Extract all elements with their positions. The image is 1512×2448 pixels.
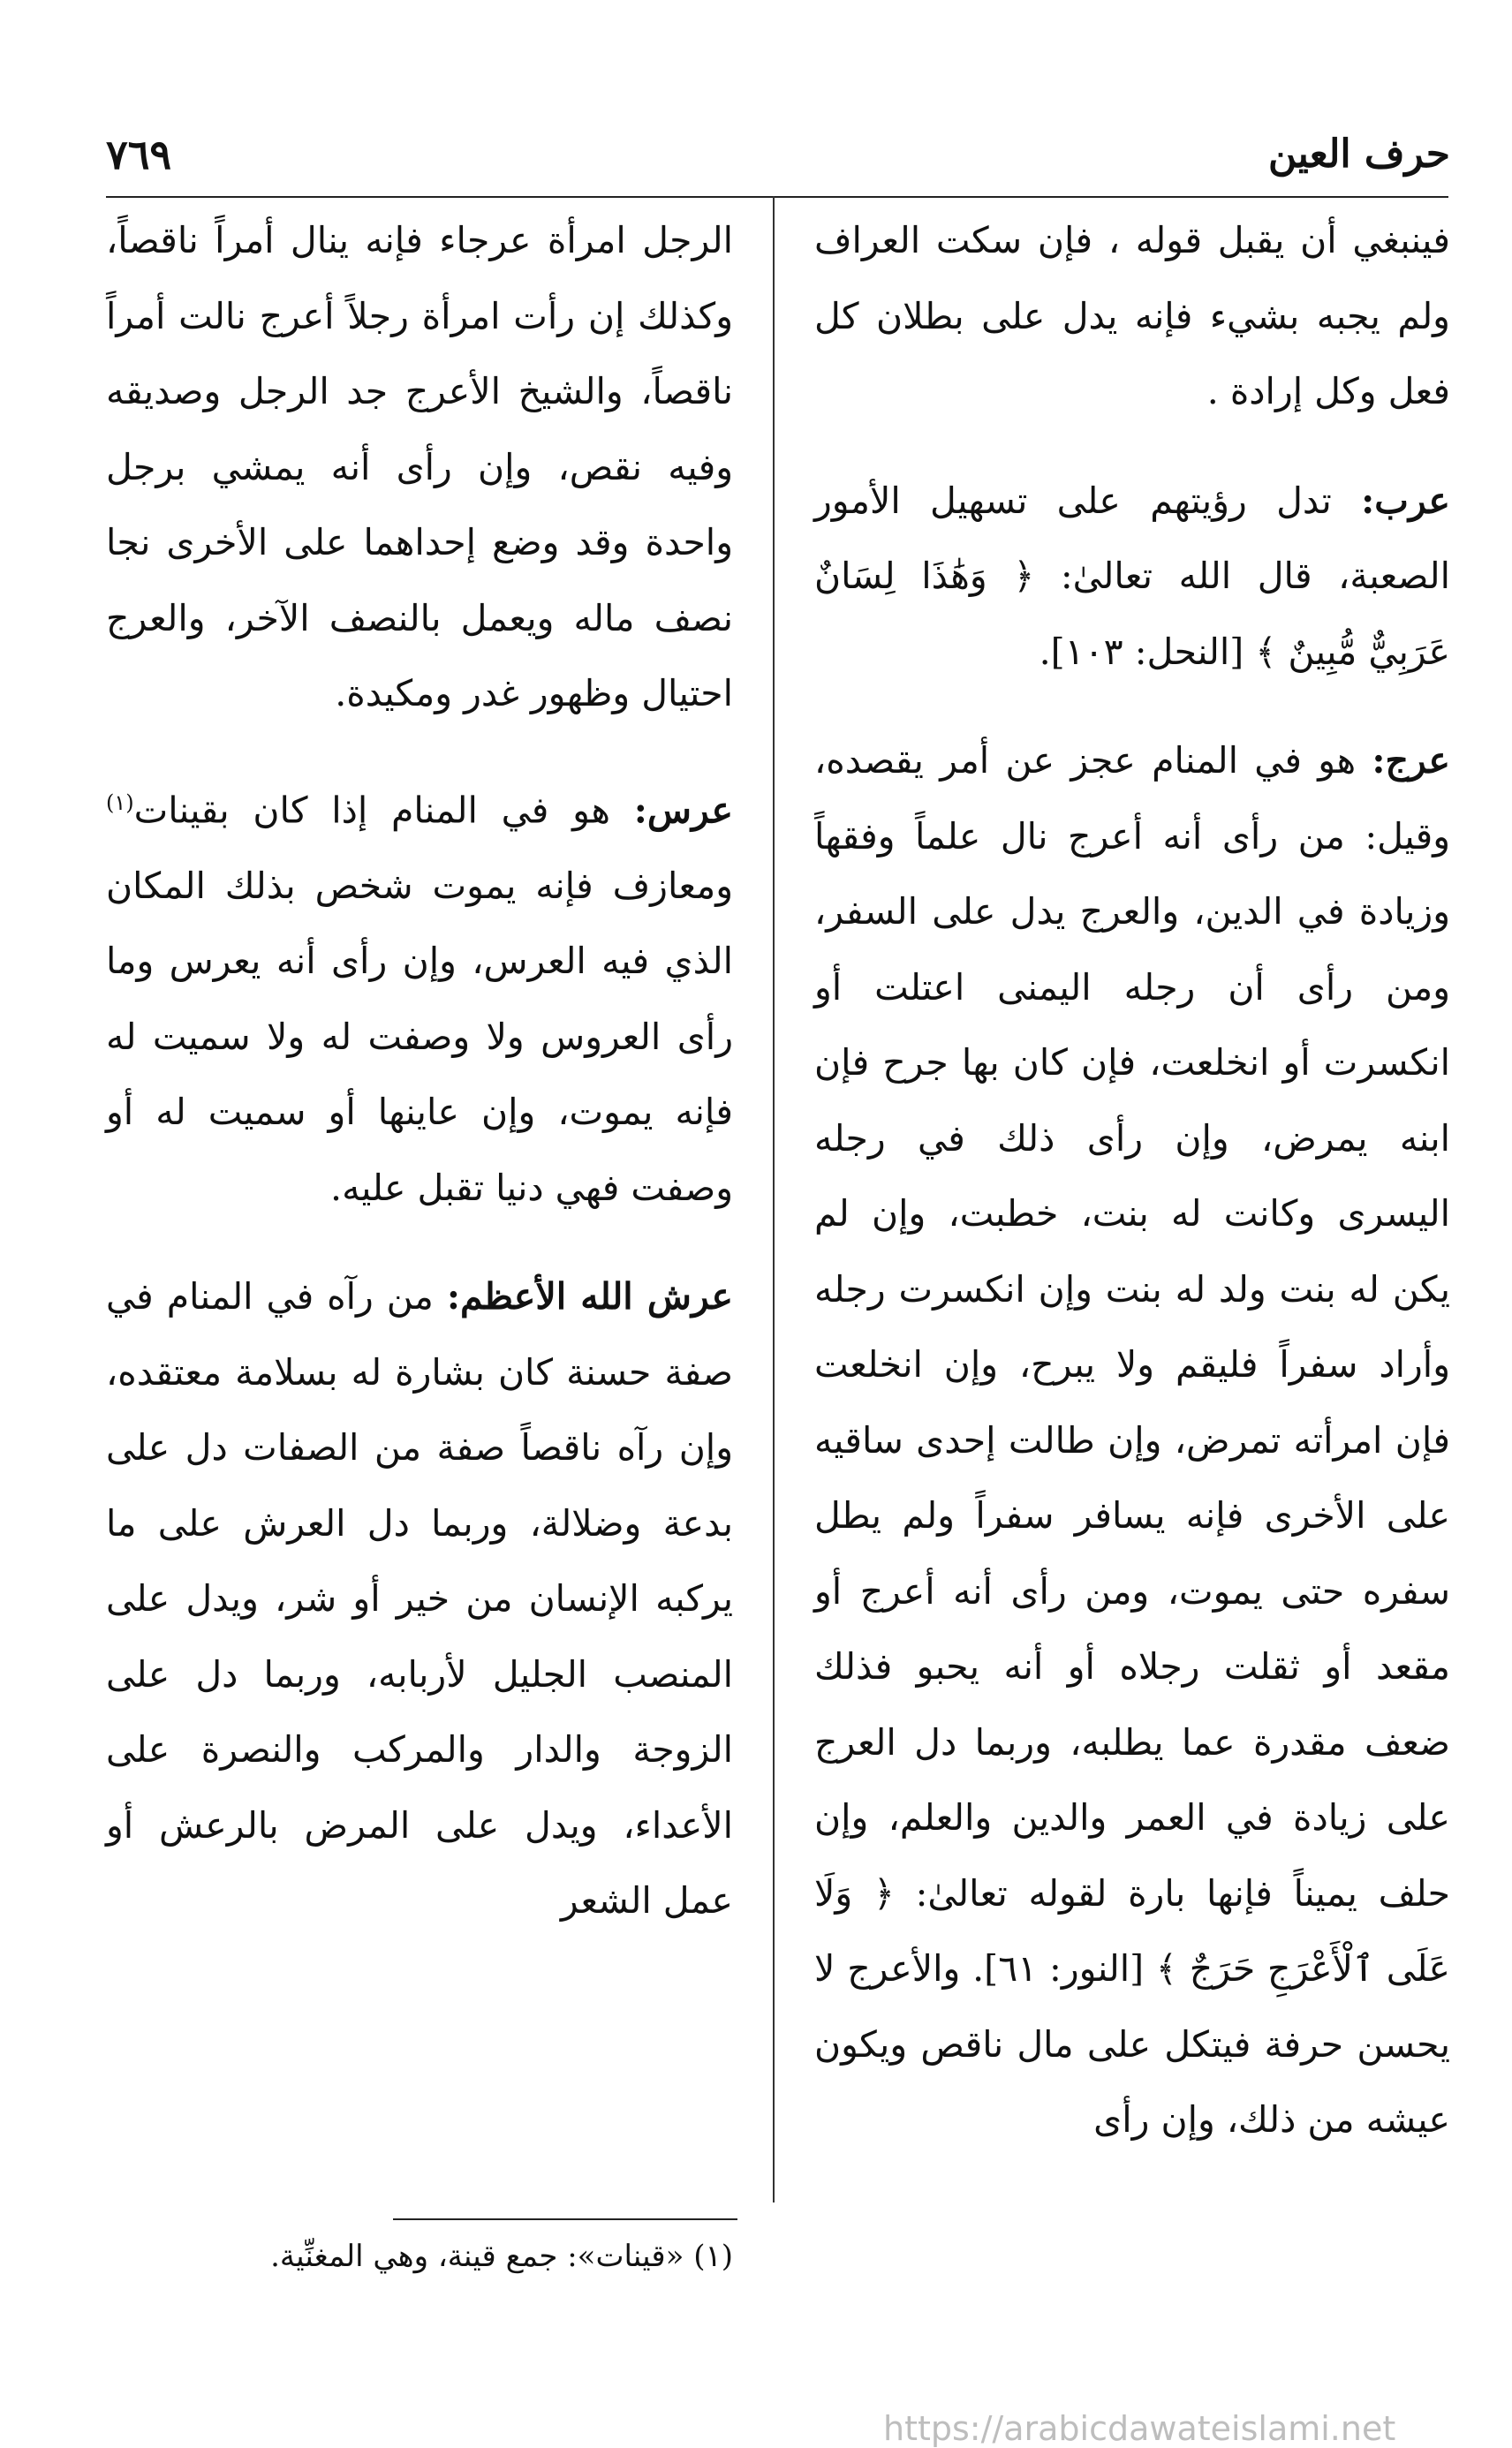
entry-continuation [814, 203, 1450, 430]
entry-term: عرش الله الأعظم: [446, 1275, 733, 1318]
footnote-text: «قينات»: جمع قينة، وهي المغنِّية. [270, 2239, 694, 2274]
footnote-number: (١) [693, 2239, 733, 2274]
footnote [106, 2225, 733, 2287]
column-divider [773, 196, 775, 2202]
entry-arab [814, 464, 1450, 691]
entry-text: ومعازف فإنه يموت شخص بذلك المكان الذي فيه العرس، وإن رأى أنه يعرس وما رأى العروس ولا وصفت له ولا سميت له فإنه يموت، وإن عاينها أو سميت له أو وصفت فهي دنيا تقبل عليه. [106, 864, 733, 1209]
entry-continuation [106, 203, 733, 732]
entry-text: هو في المنام إذا كان بقينات [133, 789, 634, 832]
watermark: https://arabicdawateislami.net [883, 2409, 1396, 2448]
entry-term: عرج: [1372, 739, 1450, 782]
entry-text: تدل رؤيتهم على تسهيل الأمور الصعبة، قال الله تعالىٰ: ﴿ وَهَٰذَا لِسَانٌ عَرَبِيٌّ مُّبِينٌ ﴾ [النحل: ١٠٣]. [814, 479, 1450, 673]
entry-arsh [106, 1259, 733, 1939]
left-column [106, 203, 733, 1973]
page-number: ٧٦٩ [106, 131, 172, 178]
footnote-marker[interactable]: (١) [106, 790, 134, 815]
entry-term: عرس: [633, 789, 733, 832]
entry-term: عرب: [1361, 479, 1450, 522]
header-rule [106, 196, 1448, 198]
page-header [106, 119, 1450, 190]
paragraph-text: فينبغي أن يقبل قوله ، فإن سكت العراف ولم يجبه بشيء فإنه يدل على بطلان كل فعل وكل إرادة . [814, 219, 1450, 412]
chapter-title: حرف العين [1267, 132, 1450, 177]
entry-araj [814, 723, 1450, 2158]
footnote-rule [393, 2218, 737, 2220]
right-column [814, 203, 1450, 2192]
paragraph-text: الرجل امرأة عرجاء فإنه ينال أمراً ناقصاً، وكذلك إن رأت امرأة رجلاً أعرج نالت أمراً ناقصاً، والشيخ الأعرج جد الرجل وصديقه وفيه نقص، وإن رأى أنه يمشي برجل واحدة وقد وضع إحداهما على الأخرى نجا نصف ماله ويعمل بالنصف الآخر، والعرج احتيال وظهور غدر ومكيدة. [106, 219, 733, 714]
entry-urs [106, 766, 733, 1227]
entry-text: من رآه في المنام في صفة حسنة كان بشارة له بسلامة معتقده، وإن رآه ناقصاً صفة من الصفات دل على بدعة وضلالة، وربما دل العرش على ما يركبه الإنسان من خير أو شر، ويدل على المنصب الجليل لأربابه، وربما دل على الزوجة والدار والمركب والنصرة على الأعداء، ويدل على المرض بالرعش أو عمل الشعر [106, 1275, 733, 1923]
entry-text: هو في المنام عجز عن أمر يقصده، وقيل: من رأى أنه أعرج نال علماً وفقهاً وزيادة في الدين، والعرج يدل على السفر، ومن رأى أن رجله اليمنى اعتلت أو انكسرت أو انخلعت، فإن كان بها جرح فإن ابنه يمرض، وإن رأى ذلك في رجله اليسرى وكانت له بنت، خطبت، وإن لم يكن له بنت ولد له بنت وإن انكسرت رجله وأراد سفراً فليقم ولا يبرح، وإن انخلعت فإن امرأته تمرض، وإن طالت إحدى ساقيه على الأخرى فإنه يسافر سفراً ولم يطل سفره حتى يموت، ومن رأى أنه أعرج أو مقعد أو ثقلت رجلاه أو أنه يحبو فذلك ضعف مقدرة عما يطلبه، وربما دل العرج على زيادة في العمر والدين والعلم، وإن حلف يميناً فإنها بارة لقوله تعالىٰ: ﴿ وَلَا عَلَى ٱلْأَعْرَجِ حَرَجٌ ﴾ [النور: ٦١]. والأعرج لا يحسن حرفة فيتكل على مال ناقص ويكون عيشه من ذلك، وإن رأى [814, 739, 1450, 2141]
